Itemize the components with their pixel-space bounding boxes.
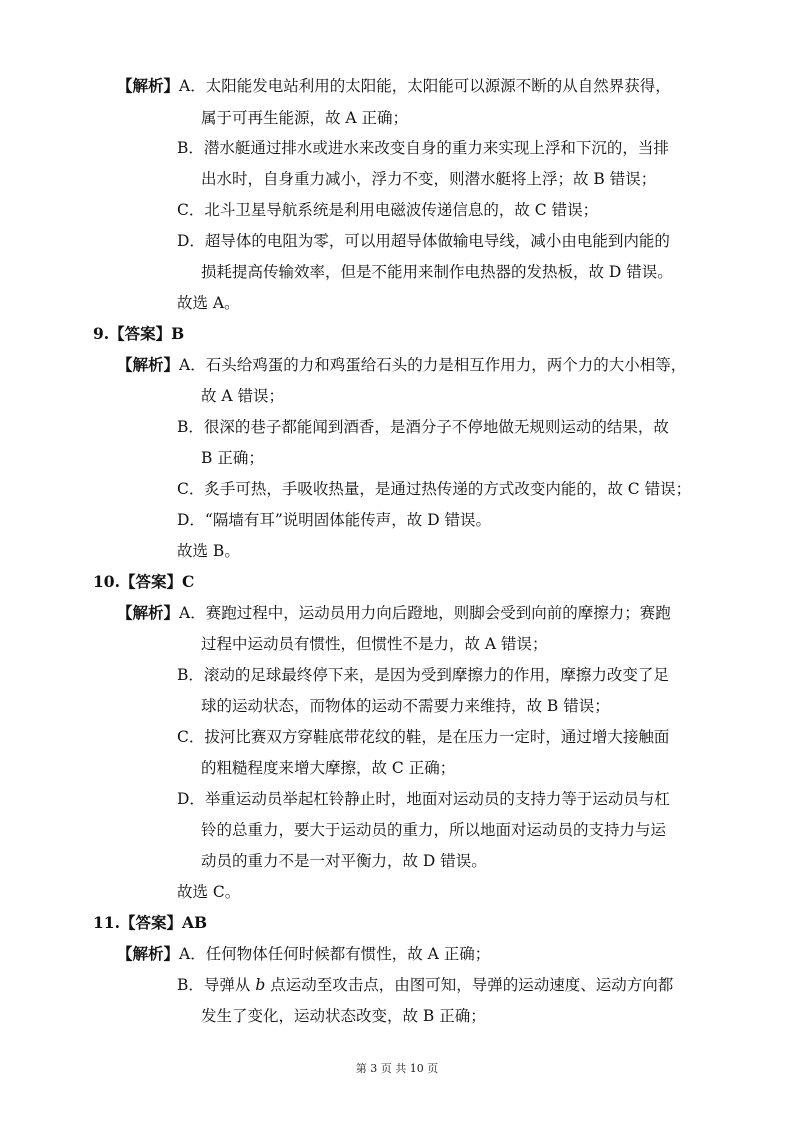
option-text: A．任何物体任何时候都有惯性，故 A 正确； (179, 945, 491, 963)
analysis-c-line-1: C．北斗卫星导航系统是利用电磁波传递信息的，故 C 错误； (177, 201, 599, 219)
analysis-b-line-1: B．潜水艇通过排水或进水来改变自身的重力来实现上浮和下沉的，当排 (177, 139, 669, 157)
analysis-d-line-1: D．超导体的电阻为零，可以用超导体做输电导线，减小由电能到内能的 (177, 232, 670, 250)
option-text: A．赛跑过程中，运动员用力向后蹬地，则脚会受到向前的摩擦力；赛跑 (179, 604, 671, 622)
option-text: B．导弹从 (177, 976, 256, 994)
answer-heading-9: 9.【答案】B (93, 324, 185, 343)
analysis-d-line-3: 动员的重力不是一对平衡力，故 D 错误。 (201, 852, 487, 870)
option-text: A．石头给鸡蛋的力和鸡蛋给石头的力是相互作用力，两个力的大小相等， (179, 356, 687, 374)
analysis-a-line-2: 过程中运动员有惯性，但惯性不是力，故 A 错误； (201, 635, 548, 653)
conclusion-line: 故选 B。 (177, 542, 240, 560)
answer-heading-11: 11.【答案】AB (93, 913, 208, 932)
analysis-a-line-1 (117, 75, 671, 97)
option-text: A．太阳能发电站利用的太阳能，太阳能可以源源不断的从自然界获得， (179, 77, 671, 95)
analysis-b-line-1: B．滚动的足球最终停下来，是因为受到摩擦力的作用，摩擦力改变了足 (177, 666, 669, 684)
analysis-tag: 【解析】 (117, 603, 180, 622)
analysis-a-line-1 (117, 602, 671, 624)
analysis-a-line-2: 属于可再生能源，故 A 正确； (201, 109, 409, 127)
conclusion-line: 故选 C。 (177, 883, 241, 901)
analysis-tag: 【解析】 (117, 355, 180, 374)
analysis-b-line-2: B 正确； (201, 449, 264, 467)
analysis-tag: 【解析】 (117, 76, 180, 95)
point-variable: b (255, 976, 266, 994)
analysis-a-line-1 (117, 943, 490, 965)
analysis-b-line-2: 球的运动状态，而物体的运动不需要力来维持，故 B 错误； (201, 697, 610, 715)
analysis-d-line-2: 损耗提高传输效率，但是不能用来制作电热器的发热板，故 D 错误。 (201, 263, 673, 281)
analysis-d-line-2: 铃的总重力，要大于运动员的重力，所以地面对运动员的支持力与运 (201, 821, 667, 839)
analysis-a-line-1 (117, 354, 686, 376)
analysis-c-line-1: C．炙手可热，手吸收热量，是通过热传递的方式改变内能的，故 C 错误； (177, 480, 692, 498)
answer-heading-10: 10.【答案】C (93, 572, 195, 591)
analysis-b-line-2: 发生了变化，运动状态改变，故 B 正确； (201, 1007, 486, 1025)
analysis-a-line-2: 故 A 错误； (201, 387, 285, 405)
analysis-c-line-1: C．拔河比赛双方穿鞋底带花纹的鞋，是在压力一定时，通过增大接触面 (177, 728, 670, 746)
analysis-b-line-2: 出水时，自身重力减小，浮力不变，则潜水艇将上浮；故 B 错误； (201, 170, 657, 188)
page-footer: 第 3 页 共 10 页 (355, 1062, 439, 1075)
analysis-c-line-2: 的粗糙程度来增大摩擦，故 C 正确； (201, 759, 456, 777)
analysis-tag: 【解析】 (117, 944, 180, 963)
analysis-b-line-1: B．很深的巷子都能闻到酒香，是酒分子不停地做无规则运动的结果，故 (177, 418, 669, 436)
analysis-d-line-1: D．举重运动员举起杠铃静止时，地面对运动员的支持力等于运动员与杠 (177, 790, 670, 808)
analysis-b-line-1 (177, 974, 673, 996)
conclusion-line: 故选 A。 (177, 294, 240, 312)
option-text: 点运动至攻击点，由图可知，导弹的运动速度、运动方向都 (265, 976, 674, 994)
analysis-d-line-1: D．“隔墙有耳”说明固体能传声，故 D 错误。 (177, 511, 492, 529)
